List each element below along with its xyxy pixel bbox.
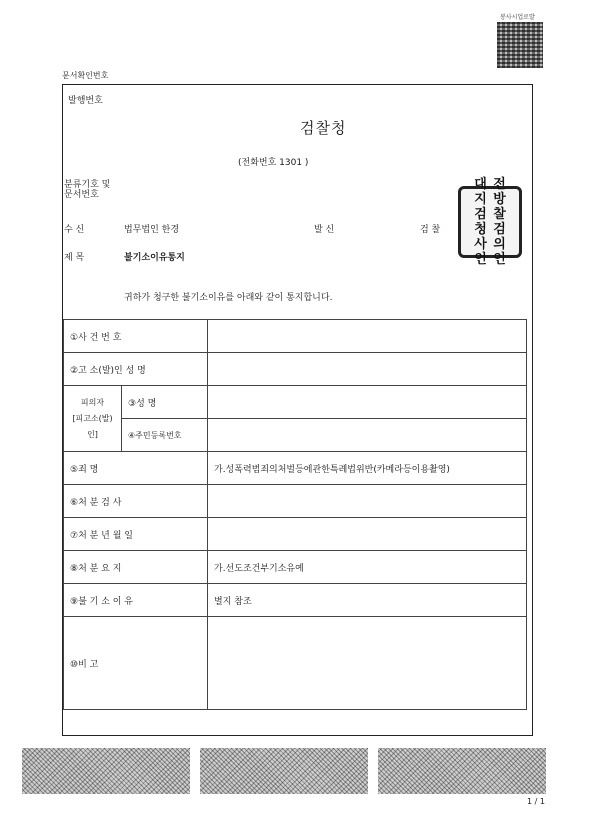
table-row bbox=[64, 485, 527, 518]
seal-char: 지 bbox=[474, 192, 487, 207]
table-row bbox=[64, 419, 527, 452]
seal-char: 검 bbox=[493, 222, 506, 237]
row-value bbox=[208, 617, 527, 710]
notice-table bbox=[63, 319, 527, 710]
seal-char: 인 bbox=[474, 252, 487, 267]
row-label: ⑥처 분 검 사 bbox=[64, 485, 208, 518]
row-value bbox=[208, 353, 527, 386]
phone-line: (전화번호 1301 ) bbox=[238, 158, 309, 168]
table-row bbox=[64, 452, 527, 485]
row-value bbox=[208, 485, 527, 518]
seal-char: 청 bbox=[474, 222, 487, 237]
redacted-block bbox=[22, 748, 190, 794]
row-label: ⑩비 고 bbox=[64, 617, 208, 710]
intro-text: 귀하가 청구한 불기소이유를 아래와 같이 통지합니다. bbox=[124, 293, 333, 303]
sender-value: 검 찰 bbox=[420, 225, 441, 235]
redacted-block bbox=[200, 748, 368, 794]
redacted-block bbox=[378, 748, 546, 794]
row-value: 별지 참조 bbox=[208, 584, 527, 617]
table-row bbox=[64, 320, 527, 353]
row-label: ⑦처 분 년 월 일 bbox=[64, 518, 208, 551]
recipient-label: 수 신 bbox=[64, 225, 85, 235]
seal-char: 대 bbox=[474, 177, 487, 192]
qr-code bbox=[497, 22, 543, 68]
seal-char: 전 bbox=[493, 177, 506, 192]
table-row bbox=[64, 584, 527, 617]
row-value bbox=[208, 320, 527, 353]
office-title: 검찰청 bbox=[300, 119, 347, 137]
row-label: ②고 소(발)인 성 명 bbox=[64, 353, 208, 386]
suspect-group-cell bbox=[64, 386, 122, 452]
table-row bbox=[64, 386, 527, 419]
row-label: ④주민등록번호 bbox=[122, 419, 208, 452]
classification-label bbox=[64, 180, 110, 200]
seal-char: 검 bbox=[474, 207, 487, 222]
suspect-label: 피의자 bbox=[80, 397, 105, 407]
recipient-value: 법무법인 한경 bbox=[124, 225, 180, 235]
official-seal bbox=[458, 177, 522, 267]
seal-char: 찰 bbox=[493, 207, 506, 222]
page-number: 1 / 1 bbox=[527, 797, 545, 806]
doc-confirm-number-label: 문서확인번호 bbox=[62, 71, 109, 80]
row-label: ⑨불 기 소 이 유 bbox=[64, 584, 208, 617]
row-value: 가.선도조건부기소유예 bbox=[208, 551, 527, 584]
seal-char: 사 bbox=[474, 237, 487, 252]
seal-char: 인 bbox=[493, 252, 506, 267]
issue-number-label: 발행번호 bbox=[68, 96, 103, 106]
sender-label: 발 신 bbox=[314, 225, 335, 235]
seal-char: 방 bbox=[493, 192, 506, 207]
row-label: ⑧처 분 요 지 bbox=[64, 551, 208, 584]
table-row bbox=[64, 518, 527, 551]
classification-label-2: 문서번호 bbox=[64, 190, 99, 200]
row-value bbox=[208, 386, 527, 419]
subject-value: 불기소이유통지 bbox=[124, 253, 185, 263]
row-value bbox=[208, 419, 527, 452]
seal-char: 의 bbox=[493, 237, 506, 252]
row-label: ⑤죄 명 bbox=[64, 452, 208, 485]
row-label: ③성 명 bbox=[122, 386, 208, 419]
suspect-sublabel: [피고소(발)인] bbox=[72, 413, 113, 439]
subject-label: 제 목 bbox=[64, 253, 85, 263]
table-row bbox=[64, 353, 527, 386]
row-value bbox=[208, 518, 527, 551]
table-row bbox=[64, 551, 527, 584]
row-label: ①사 건 번 호 bbox=[64, 320, 208, 353]
table-row bbox=[64, 617, 527, 710]
qr-caption: 봉사시업로발 bbox=[500, 14, 535, 21]
row-value: 가.성폭력범죄의처벌등에관한특례법위반(카메라등이용촬영) bbox=[208, 452, 527, 485]
classification-label-1: 분류기호 및 bbox=[64, 180, 111, 190]
